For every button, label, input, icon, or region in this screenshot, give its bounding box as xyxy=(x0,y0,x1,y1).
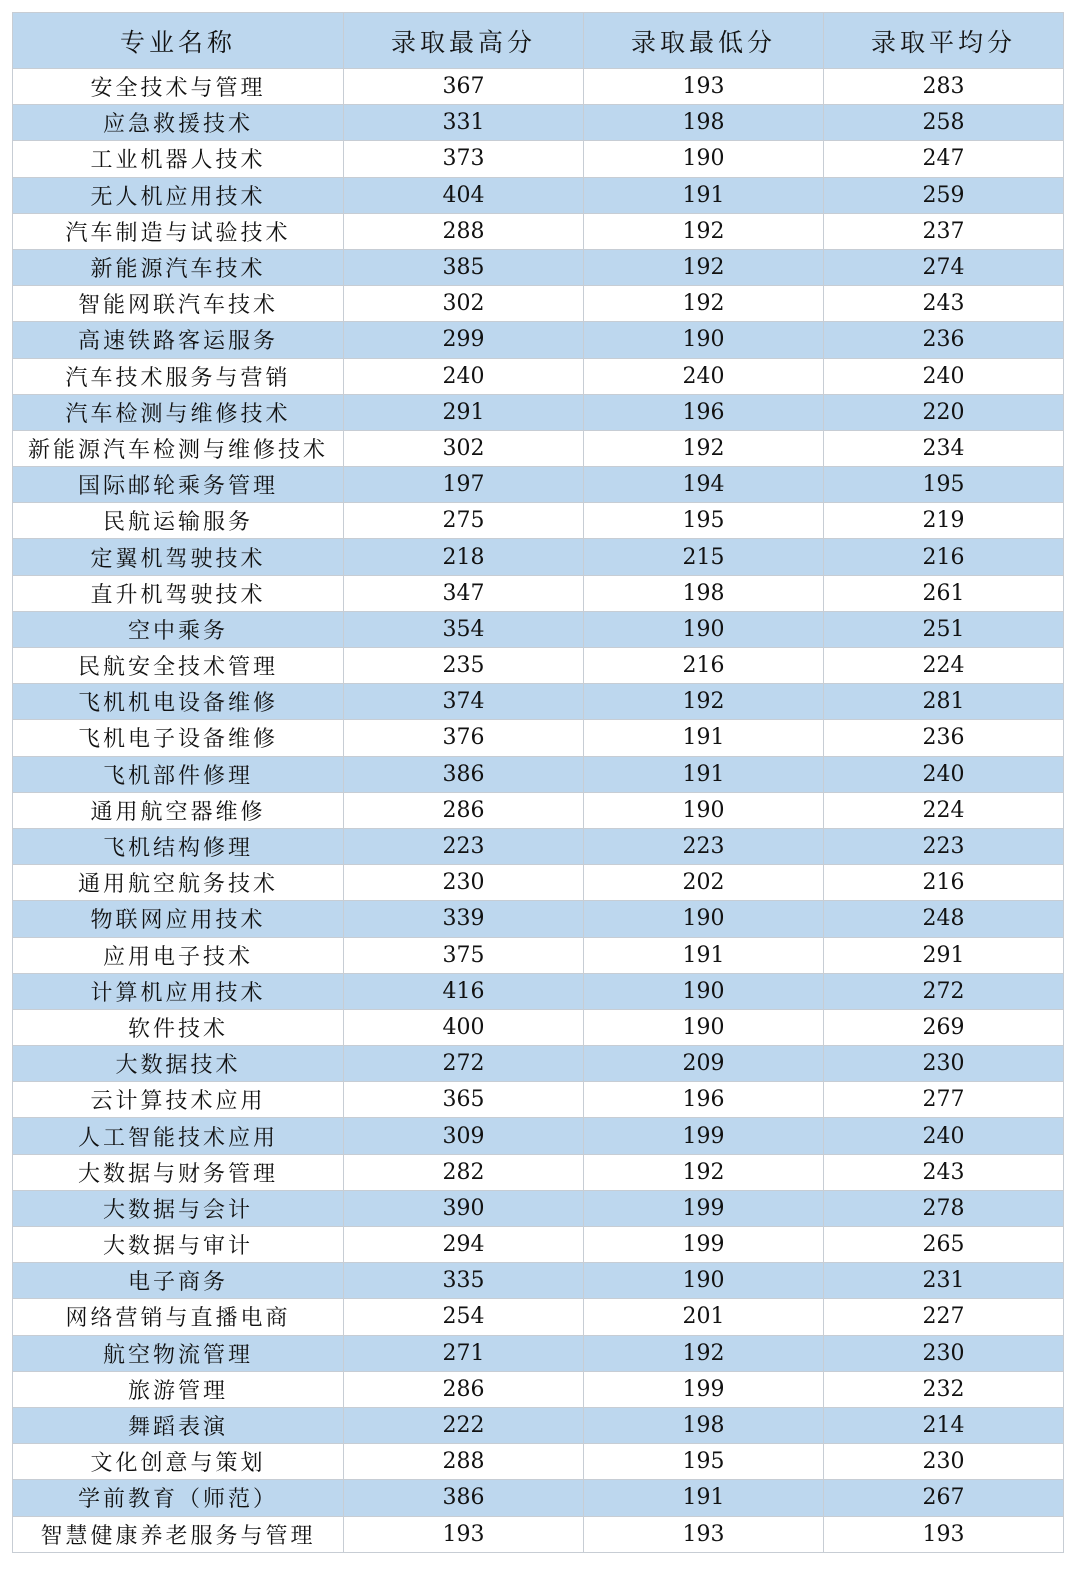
min-score-cell: 190 xyxy=(584,792,824,828)
max-score-cell: 367 xyxy=(344,69,584,105)
table-row xyxy=(13,1227,1064,1263)
max-score-cell: 230 xyxy=(344,865,584,901)
min-score-cell: 193 xyxy=(584,69,824,105)
min-score-cell: 209 xyxy=(584,1046,824,1082)
min-score-cell: 196 xyxy=(584,394,824,430)
table-row xyxy=(13,1299,1064,1335)
table-row xyxy=(13,286,1064,322)
major-name-cell: 舞蹈表演 xyxy=(13,1407,344,1443)
major-name-cell: 新能源汽车检测与维修技术 xyxy=(13,430,344,466)
min-score-cell: 191 xyxy=(584,177,824,213)
min-score-cell: 190 xyxy=(584,611,824,647)
major-name-cell: 大数据与会计 xyxy=(13,1190,344,1226)
major-name-cell: 旅游管理 xyxy=(13,1371,344,1407)
max-score-cell: 400 xyxy=(344,1009,584,1045)
avg-score-cell: 230 xyxy=(824,1335,1064,1371)
max-score-cell: 302 xyxy=(344,430,584,466)
table-row xyxy=(13,973,1064,1009)
header-row xyxy=(13,13,1064,69)
avg-score-cell: 232 xyxy=(824,1371,1064,1407)
table-row xyxy=(13,1516,1064,1552)
max-score-cell: 386 xyxy=(344,756,584,792)
avg-score-cell: 195 xyxy=(824,467,1064,503)
major-name-cell: 飞机电子设备维修 xyxy=(13,720,344,756)
min-score-cell: 199 xyxy=(584,1118,824,1154)
table-row xyxy=(13,1190,1064,1226)
min-score-cell: 195 xyxy=(584,503,824,539)
min-score-cell: 193 xyxy=(584,1516,824,1552)
max-score-cell: 375 xyxy=(344,937,584,973)
table-row xyxy=(13,177,1064,213)
avg-score-cell: 236 xyxy=(824,720,1064,756)
max-score-cell: 335 xyxy=(344,1263,584,1299)
avg-score-cell: 291 xyxy=(824,937,1064,973)
min-score-cell: 199 xyxy=(584,1227,824,1263)
avg-score-cell: 274 xyxy=(824,249,1064,285)
table-row xyxy=(13,1335,1064,1371)
max-score-cell: 331 xyxy=(344,105,584,141)
max-score-cell: 271 xyxy=(344,1335,584,1371)
max-score-cell: 390 xyxy=(344,1190,584,1226)
min-score-cell: 215 xyxy=(584,539,824,575)
avg-score-cell: 216 xyxy=(824,865,1064,901)
min-score-cell: 192 xyxy=(584,213,824,249)
min-score-cell: 190 xyxy=(584,1009,824,1045)
major-name-cell: 航空物流管理 xyxy=(13,1335,344,1371)
max-score-cell: 235 xyxy=(344,648,584,684)
table-row xyxy=(13,1118,1064,1154)
min-score-cell: 194 xyxy=(584,467,824,503)
avg-score-cell: 247 xyxy=(824,141,1064,177)
min-score-cell: 198 xyxy=(584,105,824,141)
major-name-cell: 飞机机电设备维修 xyxy=(13,684,344,720)
table-row xyxy=(13,1082,1064,1118)
avg-score-cell: 240 xyxy=(824,358,1064,394)
min-score-cell: 240 xyxy=(584,358,824,394)
major-name-cell: 通用航空器维修 xyxy=(13,792,344,828)
max-score-cell: 339 xyxy=(344,901,584,937)
min-score-cell: 192 xyxy=(584,249,824,285)
header-major-name: 专业名称 xyxy=(13,13,344,69)
table-row xyxy=(13,1407,1064,1443)
table-body xyxy=(13,69,1064,1553)
major-name-cell: 云计算技术应用 xyxy=(13,1082,344,1118)
min-score-cell: 223 xyxy=(584,828,824,864)
table-row xyxy=(13,648,1064,684)
major-name-cell: 汽车检测与维修技术 xyxy=(13,394,344,430)
table-row xyxy=(13,394,1064,430)
max-score-cell: 347 xyxy=(344,575,584,611)
major-name-cell: 安全技术与管理 xyxy=(13,69,344,105)
major-name-cell: 应用电子技术 xyxy=(13,937,344,973)
min-score-cell: 190 xyxy=(584,1263,824,1299)
avg-score-cell: 219 xyxy=(824,503,1064,539)
header-min-score: 录取最低分 xyxy=(584,13,824,69)
min-score-cell: 192 xyxy=(584,430,824,466)
major-name-cell: 网络营销与直播电商 xyxy=(13,1299,344,1335)
table-row xyxy=(13,1263,1064,1299)
table-row xyxy=(13,1154,1064,1190)
table-row xyxy=(13,756,1064,792)
avg-score-cell: 224 xyxy=(824,648,1064,684)
table-row xyxy=(13,358,1064,394)
table-row xyxy=(13,611,1064,647)
max-score-cell: 354 xyxy=(344,611,584,647)
major-name-cell: 文化创意与策划 xyxy=(13,1444,344,1480)
max-score-cell: 373 xyxy=(344,141,584,177)
table-row xyxy=(13,503,1064,539)
table-row xyxy=(13,322,1064,358)
max-score-cell: 240 xyxy=(344,358,584,394)
major-name-cell: 大数据与财务管理 xyxy=(13,1154,344,1190)
major-name-cell: 学前教育（师范） xyxy=(13,1480,344,1516)
major-name-cell: 空中乘务 xyxy=(13,611,344,647)
avg-score-cell: 223 xyxy=(824,828,1064,864)
avg-score-cell: 278 xyxy=(824,1190,1064,1226)
min-score-cell: 198 xyxy=(584,575,824,611)
avg-score-cell: 240 xyxy=(824,1118,1064,1154)
major-name-cell: 物联网应用技术 xyxy=(13,901,344,937)
table-row xyxy=(13,575,1064,611)
header-max-score: 录取最高分 xyxy=(344,13,584,69)
avg-score-cell: 261 xyxy=(824,575,1064,611)
avg-score-cell: 216 xyxy=(824,539,1064,575)
max-score-cell: 223 xyxy=(344,828,584,864)
max-score-cell: 299 xyxy=(344,322,584,358)
table-row xyxy=(13,937,1064,973)
max-score-cell: 416 xyxy=(344,973,584,1009)
avg-score-cell: 251 xyxy=(824,611,1064,647)
header-avg-score: 录取平均分 xyxy=(824,13,1064,69)
min-score-cell: 190 xyxy=(584,141,824,177)
table-row xyxy=(13,865,1064,901)
avg-score-cell: 243 xyxy=(824,286,1064,322)
major-name-cell: 智能网联汽车技术 xyxy=(13,286,344,322)
major-name-cell: 人工智能技术应用 xyxy=(13,1118,344,1154)
major-name-cell: 电子商务 xyxy=(13,1263,344,1299)
avg-score-cell: 230 xyxy=(824,1444,1064,1480)
max-score-cell: 385 xyxy=(344,249,584,285)
avg-score-cell: 224 xyxy=(824,792,1064,828)
avg-score-cell: 277 xyxy=(824,1082,1064,1118)
avg-score-cell: 231 xyxy=(824,1263,1064,1299)
max-score-cell: 374 xyxy=(344,684,584,720)
min-score-cell: 192 xyxy=(584,684,824,720)
table-row xyxy=(13,1480,1064,1516)
max-score-cell: 254 xyxy=(344,1299,584,1335)
avg-score-cell: 267 xyxy=(824,1480,1064,1516)
max-score-cell: 309 xyxy=(344,1118,584,1154)
major-name-cell: 软件技术 xyxy=(13,1009,344,1045)
max-score-cell: 376 xyxy=(344,720,584,756)
major-name-cell: 汽车技术服务与营销 xyxy=(13,358,344,394)
min-score-cell: 198 xyxy=(584,1407,824,1443)
admission-score-table-container xyxy=(12,12,1063,1553)
table-row xyxy=(13,141,1064,177)
min-score-cell: 201 xyxy=(584,1299,824,1335)
min-score-cell: 216 xyxy=(584,648,824,684)
table-row xyxy=(13,684,1064,720)
table-row xyxy=(13,213,1064,249)
max-score-cell: 286 xyxy=(344,1371,584,1407)
major-name-cell: 应急救援技术 xyxy=(13,105,344,141)
avg-score-cell: 258 xyxy=(824,105,1064,141)
table-row xyxy=(13,828,1064,864)
major-name-cell: 无人机应用技术 xyxy=(13,177,344,213)
max-score-cell: 272 xyxy=(344,1046,584,1082)
major-name-cell: 汽车制造与试验技术 xyxy=(13,213,344,249)
major-name-cell: 通用航空航务技术 xyxy=(13,865,344,901)
max-score-cell: 365 xyxy=(344,1082,584,1118)
table-row xyxy=(13,720,1064,756)
table-row xyxy=(13,467,1064,503)
avg-score-cell: 227 xyxy=(824,1299,1064,1335)
avg-score-cell: 193 xyxy=(824,1516,1064,1552)
max-score-cell: 302 xyxy=(344,286,584,322)
min-score-cell: 190 xyxy=(584,973,824,1009)
min-score-cell: 199 xyxy=(584,1371,824,1407)
min-score-cell: 199 xyxy=(584,1190,824,1226)
avg-score-cell: 269 xyxy=(824,1009,1064,1045)
min-score-cell: 191 xyxy=(584,937,824,973)
major-name-cell: 大数据与审计 xyxy=(13,1227,344,1263)
major-name-cell: 智慧健康养老服务与管理 xyxy=(13,1516,344,1552)
max-score-cell: 282 xyxy=(344,1154,584,1190)
max-score-cell: 218 xyxy=(344,539,584,575)
table-row xyxy=(13,901,1064,937)
table-row xyxy=(13,430,1064,466)
major-name-cell: 国际邮轮乘务管理 xyxy=(13,467,344,503)
min-score-cell: 192 xyxy=(584,1335,824,1371)
min-score-cell: 191 xyxy=(584,720,824,756)
major-name-cell: 计算机应用技术 xyxy=(13,973,344,1009)
min-score-cell: 195 xyxy=(584,1444,824,1480)
min-score-cell: 190 xyxy=(584,322,824,358)
avg-score-cell: 259 xyxy=(824,177,1064,213)
major-name-cell: 工业机器人技术 xyxy=(13,141,344,177)
avg-score-cell: 272 xyxy=(824,973,1064,1009)
major-name-cell: 飞机结构修理 xyxy=(13,828,344,864)
table-row xyxy=(13,1444,1064,1480)
major-name-cell: 大数据技术 xyxy=(13,1046,344,1082)
table-row xyxy=(13,1009,1064,1045)
table-row xyxy=(13,1371,1064,1407)
max-score-cell: 386 xyxy=(344,1480,584,1516)
max-score-cell: 291 xyxy=(344,394,584,430)
major-name-cell: 新能源汽车技术 xyxy=(13,249,344,285)
table-row xyxy=(13,69,1064,105)
min-score-cell: 192 xyxy=(584,286,824,322)
avg-score-cell: 236 xyxy=(824,322,1064,358)
table-row xyxy=(13,105,1064,141)
avg-score-cell: 248 xyxy=(824,901,1064,937)
major-name-cell: 定翼机驾驶技术 xyxy=(13,539,344,575)
major-name-cell: 直升机驾驶技术 xyxy=(13,575,344,611)
min-score-cell: 192 xyxy=(584,1154,824,1190)
table-header xyxy=(13,13,1064,69)
avg-score-cell: 220 xyxy=(824,394,1064,430)
table-row xyxy=(13,792,1064,828)
avg-score-cell: 283 xyxy=(824,69,1064,105)
avg-score-cell: 230 xyxy=(824,1046,1064,1082)
min-score-cell: 191 xyxy=(584,1480,824,1516)
max-score-cell: 286 xyxy=(344,792,584,828)
major-name-cell: 民航运输服务 xyxy=(13,503,344,539)
table-row xyxy=(13,249,1064,285)
avg-score-cell: 243 xyxy=(824,1154,1064,1190)
max-score-cell: 294 xyxy=(344,1227,584,1263)
max-score-cell: 222 xyxy=(344,1407,584,1443)
avg-score-cell: 237 xyxy=(824,213,1064,249)
max-score-cell: 197 xyxy=(344,467,584,503)
table-row xyxy=(13,539,1064,575)
avg-score-cell: 214 xyxy=(824,1407,1064,1443)
min-score-cell: 196 xyxy=(584,1082,824,1118)
avg-score-cell: 265 xyxy=(824,1227,1064,1263)
table-row xyxy=(13,1046,1064,1082)
admission-score-table xyxy=(12,12,1064,1553)
max-score-cell: 404 xyxy=(344,177,584,213)
max-score-cell: 193 xyxy=(344,1516,584,1552)
max-score-cell: 288 xyxy=(344,1444,584,1480)
avg-score-cell: 234 xyxy=(824,430,1064,466)
avg-score-cell: 281 xyxy=(824,684,1064,720)
max-score-cell: 275 xyxy=(344,503,584,539)
min-score-cell: 190 xyxy=(584,901,824,937)
major-name-cell: 民航安全技术管理 xyxy=(13,648,344,684)
avg-score-cell: 240 xyxy=(824,756,1064,792)
min-score-cell: 202 xyxy=(584,865,824,901)
max-score-cell: 288 xyxy=(344,213,584,249)
major-name-cell: 高速铁路客运服务 xyxy=(13,322,344,358)
min-score-cell: 191 xyxy=(584,756,824,792)
major-name-cell: 飞机部件修理 xyxy=(13,756,344,792)
